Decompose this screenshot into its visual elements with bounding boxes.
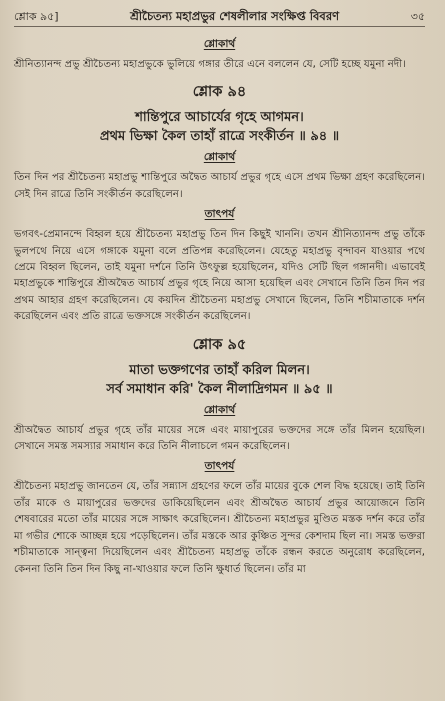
purport-paragraph: শ্রীচৈতন্য মহাপ্রভু জানতেন যে, তাঁর সন্ন্যাস গ্রহণের ফলে তাঁর মায়ের বুকে শেল বিদ্ধ হয়েছে। তাই তিনি তাঁর মাকে ও মায়াপুরের ভক্তদের ডাকিয়েছিলেন এবং শ্রীঅদ্বৈত আচার্য প্রভুর আয়োজনে তিনি শেষবারের মতো তাঁর মায়ের সঙ্গে সাক্ষাৎ করেছিলেন। শ্রীচৈতন্য মহাপ্রভুর মুণ্ডিত মস্তক দর্শন করে তাঁর মা গভীর শোকে আচ্ছন্ন হয়ে পড়েছিলেন। তাঁর মস্তকে আর কুঞ্চিত সুন্দর কেশদাম ছিল না। সমস্ত ভক্তরা শচীমাতাকে সান্ত্বনা দিয়েছিলেন এবং শ্রীচৈতন্য মহাপ্রভু তাঁকে রন্ধন করতে অনুরোধ করেছিলেন, কেননা তিনি তিন দিন কিছু না-খাওয়ার ফলে তিনি ক্ষুধার্ত ছিলেন। তাঁর মা [14,481,425,575]
section-label: শ্লোকার্থ [203,403,236,416]
section-label: তাৎপর্য [204,208,235,221]
verse-line: প্রথম ভিক্ষা কৈল তাহাঁ রাত্রে সংকীর্তন ॥ ৯৪ ॥ [99,129,340,145]
verse-heading: শ্লোক ৯৫ [192,336,247,353]
translation-paragraph: তিন দিন পর শ্রীচৈতন্য মহাপ্রভু শান্তিপুরে অদ্বৈত আচার্য প্রভুর গৃহে এসে প্রথম ভিক্ষা গ্রহণ করেছিলেন। সেই দিন রাত্রে তিনি সংকীর্তন করেছিলেন। [14,172,425,200]
purport-paragraph: ভগবৎ-প্রেমানন্দে বিহ্বল হয়ে শ্রীচৈতন্য মহাপ্রভু তিন দিন কিছুই খাননি। তখন শ্রীনিত্যানন্দ প্রভু তাঁকে ভুলপথে নিয়ে এসে গঙ্গাকে যমুনা বলে প্রতিপন্ন করেছিলেন। যেহেতু মহাপ্রভু বৃন্দাবন যাওয়ার পথে প্রেমে বিহ্বল ছিলেন, তাই যমুনা দর্শনে তিনি উৎফুল্ল হয়েছিলেন, যদিও সেটি ছিল গঙ্গানদী। এভাবেই মহাপ্রভুকে শান্তিপুরে শ্রীঅদ্বৈত আচার্য প্রভুর গৃহে নিয়ে আসা হয়েছিল এবং সেখানে তিনি তিন দিন পর প্রথম আহার গ্রহণ করেছিলেন। যে কয়দিন শ্রীচৈতন্য মহাপ্রভু সেখানে ছিলেন, তিনি শচীমাতাকে দর্শন করেছিলেন এবং প্রতি রাত্রে ভক্তসঙ্গে সংকীর্তন করেছিলেন। [14,229,425,323]
section-label: তাৎপর্য [204,460,235,473]
page-header [14,8,425,27]
verse-line: সর্ব সমাধান করি' কৈল নীলাদ্রিগমন ॥ ৯৫ ॥ [106,381,333,397]
section-label: শ্লোকার্থ [203,151,236,164]
verse-line: শান্তিপুরে আচার্যের গৃহে আগমন। [135,110,304,126]
header-verse-ref: শ্লোক ৯৫] [14,10,59,23]
section-label: শ্লোকার্থ [203,38,236,50]
verse-heading: শ্লোক ৯৪ [192,84,247,101]
verse-line: মাতা ভক্তগণের তাহাঁ করিল মিলন। [129,362,310,378]
translation-paragraph: শ্রীঅদ্বৈত আচার্য প্রভুর গৃহে তাঁর মায়ের সঙ্গে এবং মায়াপুরের ভক্তদের সঙ্গে তাঁর মিলন হয়েছিল। সেখানে সমস্ত সমস্যার সমাধান করে তিনি নীলাচলে গমন করেছিলেন। [14,424,425,453]
header-title: শ্রীচৈতন্য মহাপ্রভুর শেষলীলার সংক্ষিপ্ত বিবরণ [130,9,340,23]
page-number: ৩৫ [410,10,425,23]
translation-paragraph: শ্রীনিত্যানন্দ প্রভু শ্রীচৈতন্য মহাপ্রভুকে ভুলিয়ে গঙ্গার তীরে এনে বললেন যে, সেটি হচ্ছে যমুনা নদী। [14,59,406,70]
